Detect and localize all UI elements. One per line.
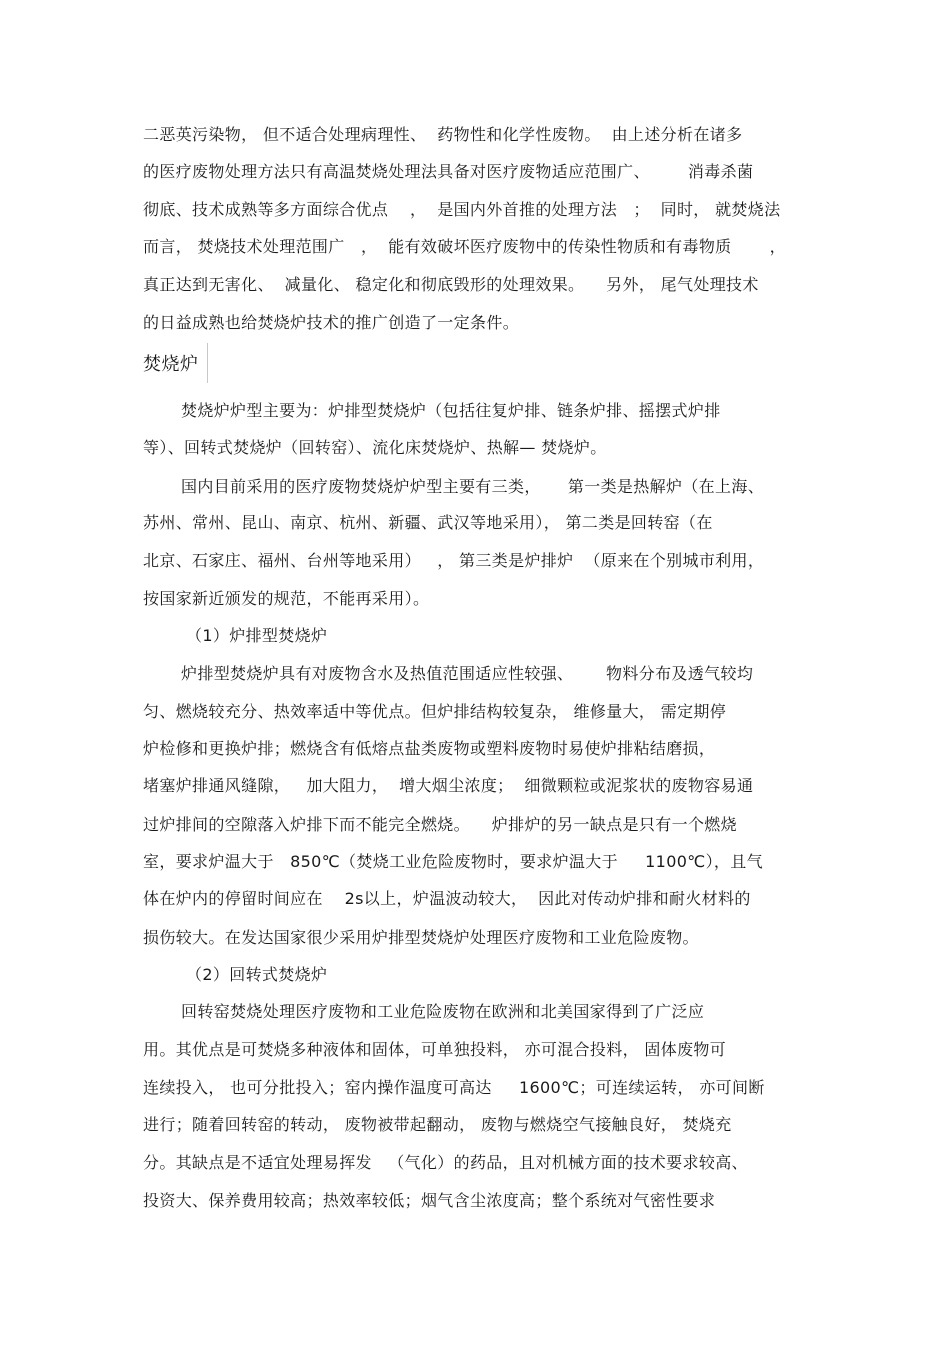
paragraph-line: 进行；随着回转窑的转动， 废物被带起翻动， 废物与燃烧空气接触良好， 焚烧充 xyxy=(143,1115,732,1134)
subsection-title: （1）炉排型焚烧炉 xyxy=(186,626,328,645)
paragraph-line: 过炉排间的空隙落入炉排下而不能完全燃烧。 炉排炉的另一缺点是只有一个燃烧 xyxy=(143,815,737,834)
paragraph-line: 按国家新近颁发的规范，不能再采用）。 xyxy=(143,589,430,608)
paragraph-line: 室，要求炉温大于 850℃（焚烧工业危险废物时，要求炉温大于 1100℃），且气 xyxy=(143,852,763,871)
paragraph-line: 回转窑焚烧处理医疗废物和工业危险废物在欧洲和北美国家得到了广泛应 xyxy=(181,1002,705,1021)
paragraph-line: 炉排型焚烧炉具有对废物含水及热值范围适应性较强、 物料分布及透气较均 xyxy=(181,664,754,683)
paragraph-line: 等）、回转式焚烧炉（回转窑）、流化床焚烧炉、热解— 焚烧炉。 xyxy=(143,438,607,457)
paragraph-line: 真正达到无害化、 减量化、 稳定化和彻底毁形的处理效果。 另外， 尾气处理技术 xyxy=(143,275,759,294)
paragraph-line: 苏州、常州、昆山、南京、杭州、新疆、武汉等地采用）， 第二类是回转窑（在 xyxy=(143,513,713,532)
paragraph-line: 匀、燃烧较充分、热效率适中等优点。但炉排结构较复杂， 维修量大， 需定期停 xyxy=(143,702,727,721)
paragraph-line: 国内目前采用的医疗废物焚烧炉炉型主要有三类， 第一类是热解炉（在上海、 xyxy=(181,477,765,496)
paragraph-line: 彻底、技术成熟等多方面综合优点 ， 是国内外首推的处理方法 ； 同时， 就焚烧法 xyxy=(143,200,781,219)
paragraph-line: 二恶英污染物， 但不适合处理病理性、 药物性和化学性废物。 由上述分析在诸多 xyxy=(143,125,743,144)
paragraph-line: 北京、石家庄、福州、台州等地采用） ， 第三类是炉排炉 （原来在个别城市利用， xyxy=(143,551,765,570)
paragraph-line: 体在炉内的停留时间应在 2s以上，炉温波动较大， 因此对传动炉排和耐火材料的 xyxy=(143,889,751,908)
section-heading: 焚烧炉 xyxy=(143,354,199,375)
paragraph-line: 焚烧炉炉型主要为：炉排型焚烧炉（包括往复炉排、链条炉排、摇摆式炉排 xyxy=(181,401,721,420)
paragraph-line: 用。其优点是可焚烧多种液体和固体，可单独投料， 亦可混合投料， 固体废物可 xyxy=(143,1040,727,1059)
paragraph-line: 堵塞炉排通风缝隙， 加大阻力， 增大烟尘浓度； 细微颗粒或泥浆状的废物容易通 xyxy=(143,776,754,795)
paragraph-line: 分。其缺点是不适宜处理易挥发 （气化）的药品，且对机械方面的技术要求较高、 xyxy=(143,1153,748,1172)
subsection-title: （2）回转式焚烧炉 xyxy=(186,965,328,984)
paragraph-line: 损伤较大。在发达国家很少采用炉排型焚烧炉处理医疗废物和工业危险废物。 xyxy=(143,928,699,947)
paragraph-line: 的日益成熟也给焚烧炉技术的推广创造了一定条件。 xyxy=(143,313,520,332)
paragraph-line: 的医疗废物处理方法只有高温焚烧处理法具备对医疗废物适应范围广、 消毒杀菌 xyxy=(143,162,754,181)
paragraph-line: 连续投入， 也可分批投入；窑内操作温度可高达 1600℃；可连续运转， 亦可间断 xyxy=(143,1078,765,1097)
paragraph-line: 而言， 焚烧技术处理范围广 ， 能有效破坏医疗废物中的传染性物质和有毒物质 ， xyxy=(143,237,786,256)
heading-divider xyxy=(207,343,208,383)
paragraph-line: 投资大、保养费用较高；热效率较低；烟气含尘浓度高；整个系统对气密性要求 xyxy=(143,1191,716,1210)
paragraph-line: 炉检修和更换炉排；燃烧含有低熔点盐类废物或塑料废物时易使炉排粘结磨损， xyxy=(143,739,716,758)
